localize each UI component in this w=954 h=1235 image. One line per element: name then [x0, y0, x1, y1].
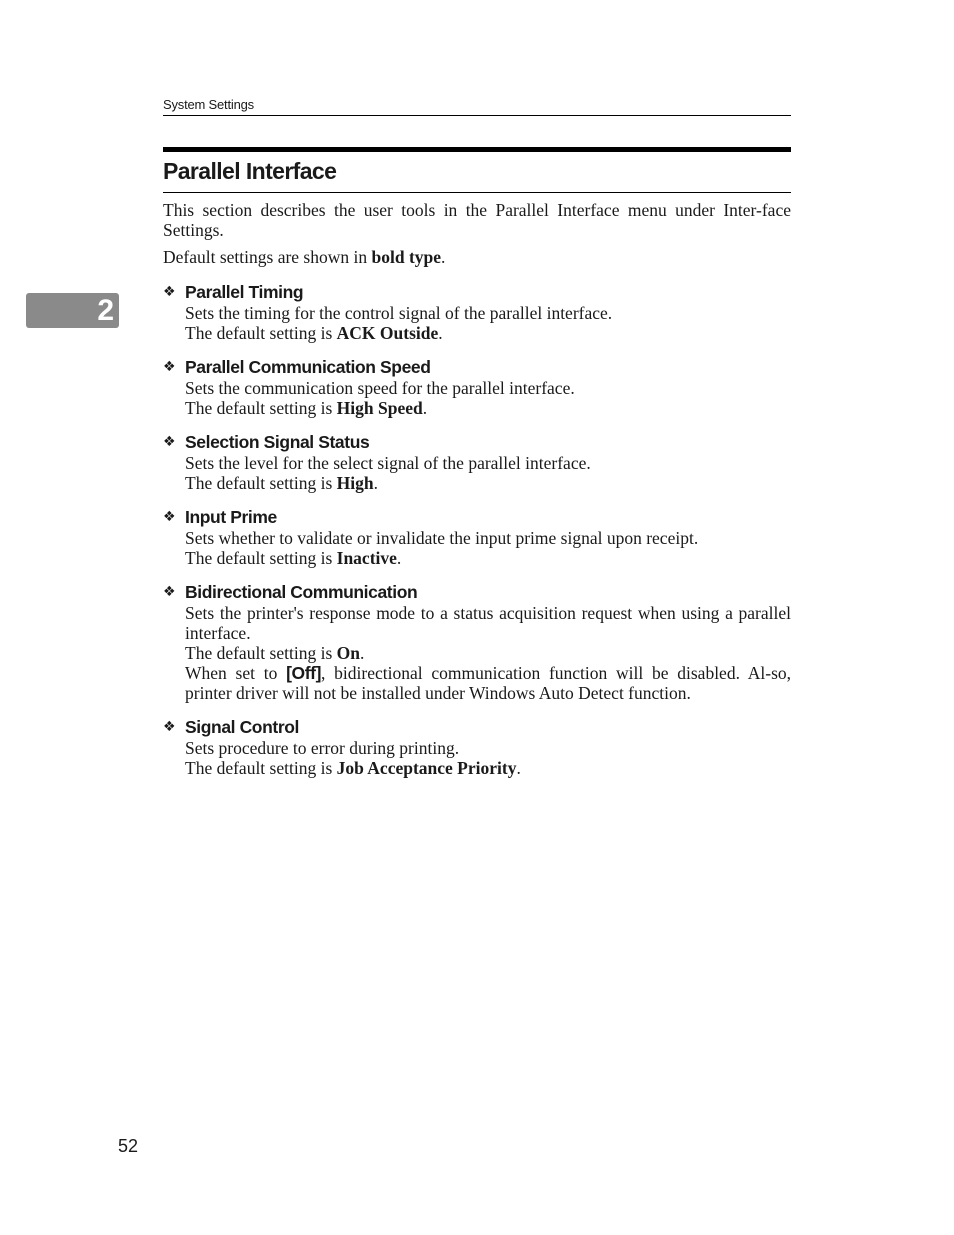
setting-item-parallel-timing: [163, 282, 791, 343]
setting-title-text: Parallel Timing: [185, 282, 304, 302]
chapter-number: 2: [97, 294, 114, 327]
setting-title: [163, 507, 791, 528]
setting-default: [185, 548, 791, 568]
default-value: High Speed: [336, 398, 423, 418]
note-suffix: , bidirectional communication function will be disabled. Al-so, printer driver will not be installed under Windows Auto Detect function.: [185, 663, 791, 703]
setting-description: Sets procedure to error during printing.: [185, 738, 460, 758]
setting-body: [185, 528, 791, 568]
setting-title-text: Bidirectional Communication: [185, 582, 418, 602]
setting-title: [163, 432, 791, 453]
default-label: The default setting is: [185, 473, 337, 493]
default-value: High: [336, 473, 374, 493]
setting-title-text: Signal Control: [185, 717, 299, 737]
setting-body: [185, 603, 791, 703]
setting-item-input-prime: [163, 507, 791, 568]
default-label: The default setting is: [185, 398, 337, 418]
setting-item-bidirectional-communication: [163, 582, 791, 703]
default-label: The default setting is: [185, 548, 337, 568]
default-period: .: [422, 398, 428, 418]
setting-default: [185, 323, 791, 343]
default-note: [163, 247, 791, 267]
setting-default: [185, 758, 791, 778]
page-number: 52: [118, 1136, 139, 1156]
setting-title-text: Input Prime: [185, 507, 277, 527]
default-period: .: [516, 758, 521, 778]
note-prefix: When set to: [185, 663, 287, 683]
default-label: The default setting is: [185, 643, 337, 663]
setting-item-parallel-communication-speed: [163, 357, 791, 418]
default-period: .: [360, 643, 365, 663]
setting-title-text: Selection Signal Status: [185, 432, 370, 452]
section-content: [163, 200, 791, 778]
setting-item-signal-control: [163, 717, 791, 778]
setting-description: Sets the level for the select signal of the parallel interface.: [185, 453, 591, 473]
default-period: .: [396, 548, 402, 568]
diamond-bullet-icon: ❖: [163, 509, 176, 525]
default-value: Job Acceptance Priority: [336, 758, 517, 778]
default-note-suffix: .: [441, 247, 446, 267]
setting-description: Sets the printer's response mode to a status acquisition request when using a parallel interface.: [185, 603, 791, 643]
chapter-tab: [26, 293, 119, 328]
section-title: Parallel Interface: [163, 158, 337, 184]
default-label: The default setting is: [185, 323, 337, 343]
setting-title: [163, 282, 791, 303]
diamond-bullet-icon: ❖: [163, 584, 176, 600]
diamond-bullet-icon: ❖: [163, 719, 176, 735]
default-period: .: [438, 323, 443, 343]
setting-item-selection-signal-status: [163, 432, 791, 493]
default-value: ACK Outside: [336, 323, 439, 343]
default-note-prefix: Default settings are shown in: [163, 247, 372, 267]
setting-note: [185, 663, 791, 703]
running-header: System Settings: [163, 96, 791, 116]
setting-body: [185, 303, 791, 343]
default-value: On: [336, 643, 360, 663]
title-underline: [163, 192, 791, 193]
default-note-bold: bold type: [371, 247, 442, 267]
setting-description: Sets the timing for the control signal of the parallel interface.: [185, 303, 613, 323]
setting-title-text: Parallel Communication Speed: [185, 357, 431, 377]
setting-body: [185, 453, 791, 493]
setting-default: [185, 398, 791, 418]
setting-body: [185, 738, 791, 778]
setting-default: [185, 643, 791, 663]
setting-body: [185, 378, 791, 418]
default-period: .: [373, 473, 378, 493]
diamond-bullet-icon: ❖: [163, 359, 176, 375]
setting-title: [163, 582, 791, 603]
setting-title: [163, 717, 791, 738]
setting-title: [163, 357, 791, 378]
off-key-label: [Off]: [286, 663, 322, 683]
diamond-bullet-icon: ❖: [163, 284, 176, 300]
setting-description: Sets the communication speed for the parallel interface.: [185, 378, 575, 398]
default-value: Inactive: [336, 548, 397, 568]
title-top-rule: [163, 147, 791, 152]
diamond-bullet-icon: ❖: [163, 434, 176, 450]
setting-default: [185, 473, 791, 493]
default-label: The default setting is: [185, 758, 337, 778]
intro-paragraph: This section describes the user tools in the Parallel Interface menu under Inter-face Settings.: [163, 200, 791, 240]
setting-description: Sets whether to validate or invalidate the input prime signal upon receipt.: [185, 528, 699, 548]
